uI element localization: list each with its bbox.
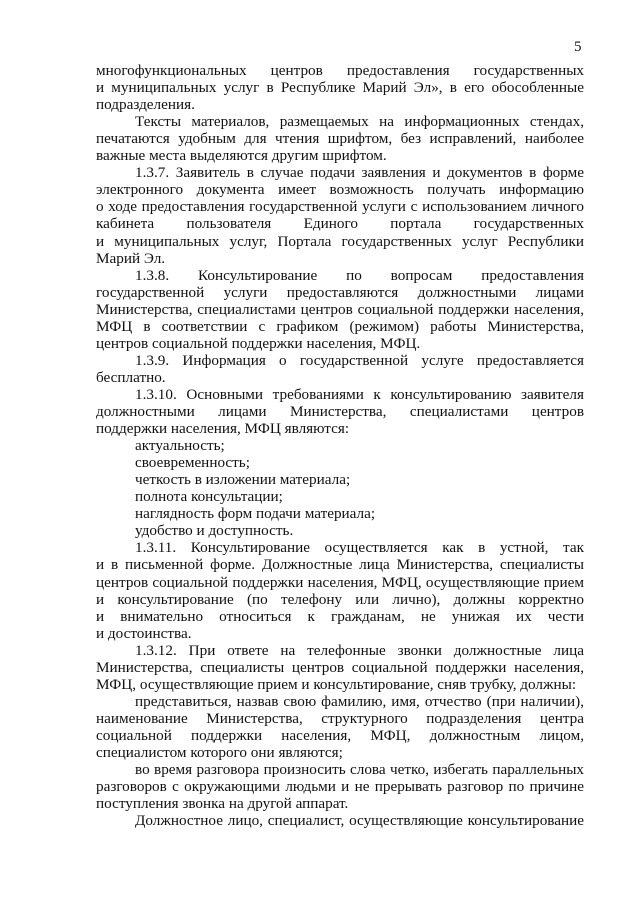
text-line: Должностное лицо, специалист, осуществляющие консультирование (135, 812, 584, 830)
text-line: Марий Эл. (96, 249, 166, 267)
text-line: удобство и доступность. (135, 522, 294, 540)
text-line: Министерства, специалисты центров социальной поддержки населения, (96, 658, 584, 676)
text-line: полнота консультации; (135, 488, 283, 506)
text-line: поступления звонка на другой аппарат. (96, 795, 349, 813)
text-line: 1.3.10. Основными требованиями к консультированию заявителя (135, 385, 584, 403)
text-line: многофункциональных центров предоставления государственных (96, 62, 584, 79)
text-line: и внимательно относиться к гражданам, не унижая их чести (96, 607, 584, 625)
text-line: поддержки населения, МФЦ являются: (96, 420, 350, 438)
text-line: 1.3.9. Информация о государственной услуге предоставляется (135, 351, 584, 369)
text-line: должностными лицами Министерства, специалистами центров (96, 403, 584, 420)
text-line: своевременность; (135, 454, 250, 472)
text-line: печатаются удобным для чтения шрифтом, без исправлений, наиболее (96, 130, 584, 148)
text-line: актуальность; (135, 437, 225, 455)
text-line: и достоинства. (96, 624, 192, 642)
text-line: представиться, назвав свою фамилию, имя, отчество (при наличии), (135, 692, 584, 710)
text-line: наглядность форм подачи материала; (135, 505, 376, 523)
text-line: о ходе предоставления государственной услуги с использованием личного (96, 198, 584, 216)
page-number: 5 (574, 39, 582, 55)
text-line: важные места выделяются другим шрифтом. (96, 147, 387, 165)
text-line: 1.3.12. При ответе на телефонные звонки должностные лица (135, 641, 584, 659)
text-line: центров социальной поддержки населения, МФЦ. (96, 334, 421, 352)
text-line: и муниципальных услуг в Республике Марий Эл», в его обособленные (96, 79, 584, 97)
text-line: разговоров с окружающими людьми и не прерывать разговор по причине (96, 778, 584, 796)
text-line: во время разговора произносить слова четко, избегать параллельных (135, 761, 584, 779)
text-line: центров социальной поддержки населения, МФЦ, осуществляющие прием (96, 573, 584, 591)
text-line: и в письменной форме. Должностные лица Министерства, специалисты (96, 556, 584, 574)
text-line: МФЦ, осуществляющие прием и консультирование, сняв трубку, должны: (96, 675, 577, 693)
text-line: 1.3.8. Консультирование по вопросам предоставления (135, 266, 584, 284)
text-line: социальной поддержки населения, МФЦ, должностным лицом, (96, 726, 584, 744)
text-line: электронного документа имеет возможность получать информацию (96, 181, 584, 199)
text-line: наименование Министерства, структурного подразделения центра (96, 709, 584, 727)
text-line: 1.3.7. Заявитель в случае подачи заявления и документов в форме (135, 164, 584, 182)
text-line: специалистом которого они являются; (96, 744, 343, 761)
text-line: МФЦ в соответствии с графиком (режимом) работы Министерства, (96, 317, 584, 335)
text-line: Тексты материалов, размещаемых на информационных стендах, (135, 113, 584, 131)
text-line: подразделения. (96, 96, 195, 114)
text-line: четкость в изложении материала; (135, 471, 351, 489)
text-line: бесплатно. (96, 368, 166, 386)
text-line: кабинета пользователя Единого портала государственных (96, 215, 584, 233)
text-line: 1.3.11. Консультирование осуществляется как в устной, так (135, 539, 584, 557)
text-line: государственной услуги предоставляются должностными лицами (96, 283, 584, 301)
text-line: Министерства, специалистами центров социальной поддержки населения, (96, 300, 584, 318)
text-line: и консультирование (по телефону или лично), должны корректно (96, 590, 584, 608)
text-line: и муниципальных услуг, Портала государственных услуг Республики (96, 232, 584, 250)
